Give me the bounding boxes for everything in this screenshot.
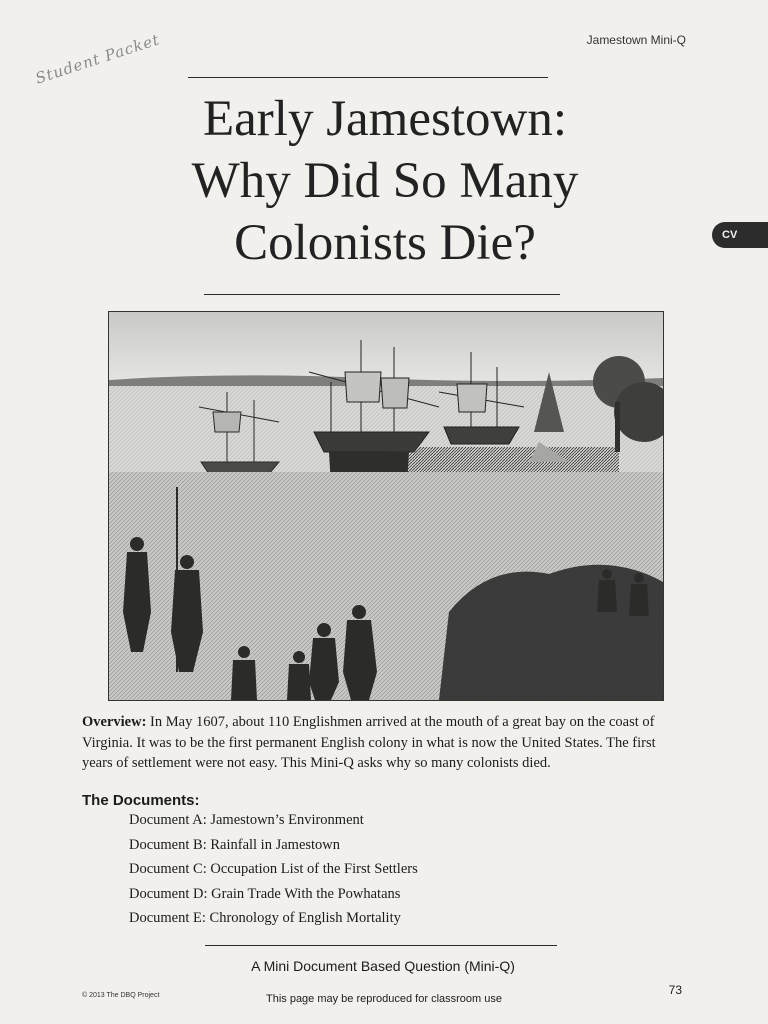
overview-label: Overview: [82, 714, 147, 730]
document-item-a: Document A: Jamestown’s Environment [129, 812, 364, 828]
reproduction-notice: This page may be reproduced for classroom use [265, 993, 502, 1005]
overview-paragraph [82, 712, 682, 774]
document-item-c: Document C: Occupation List of the First Settlers [129, 861, 418, 877]
engraving-svg [109, 312, 663, 700]
documents-heading: The Documents: [82, 792, 200, 809]
title-bottom-rule [204, 294, 560, 295]
jamestown-engraving [108, 311, 664, 701]
title-line-1: Early Jamestown: [203, 91, 567, 147]
copyright-notice: © 2013 The DBQ Project [82, 992, 160, 999]
title-line-2: Why Did So Many [191, 153, 579, 209]
document-item-e: Document E: Chronology of English Mortality [129, 910, 401, 926]
document-item-d: Document D: Grain Trade With the Powhatans [129, 885, 401, 902]
documents-list [129, 810, 418, 933]
title-line-3: Colonists Die? [234, 215, 536, 271]
section-tab: CV [712, 222, 768, 248]
page-number: 73 [668, 983, 682, 997]
footer-rule [205, 945, 557, 946]
handwritten-note: Student Packet [33, 30, 163, 88]
sky [109, 312, 663, 387]
overview-text: In May 1607, about 110 Englishmen arrived at the mouth of a great bay on the coast of Virginia. It was to be the first permanent English colony in what is now the United States. The first years of settlement were not easy. This Mini-Q asks why so many colonists died. [82, 714, 656, 771]
page-title [100, 88, 670, 274]
document-item-b: Document B: Rainfall in Jamestown [129, 836, 341, 853]
header-tag: Jamestown Mini-Q [586, 33, 686, 47]
title-top-rule [188, 77, 548, 78]
mini-q-subtitle: A Mini Document Based Question (Mini-Q) [251, 958, 515, 974]
